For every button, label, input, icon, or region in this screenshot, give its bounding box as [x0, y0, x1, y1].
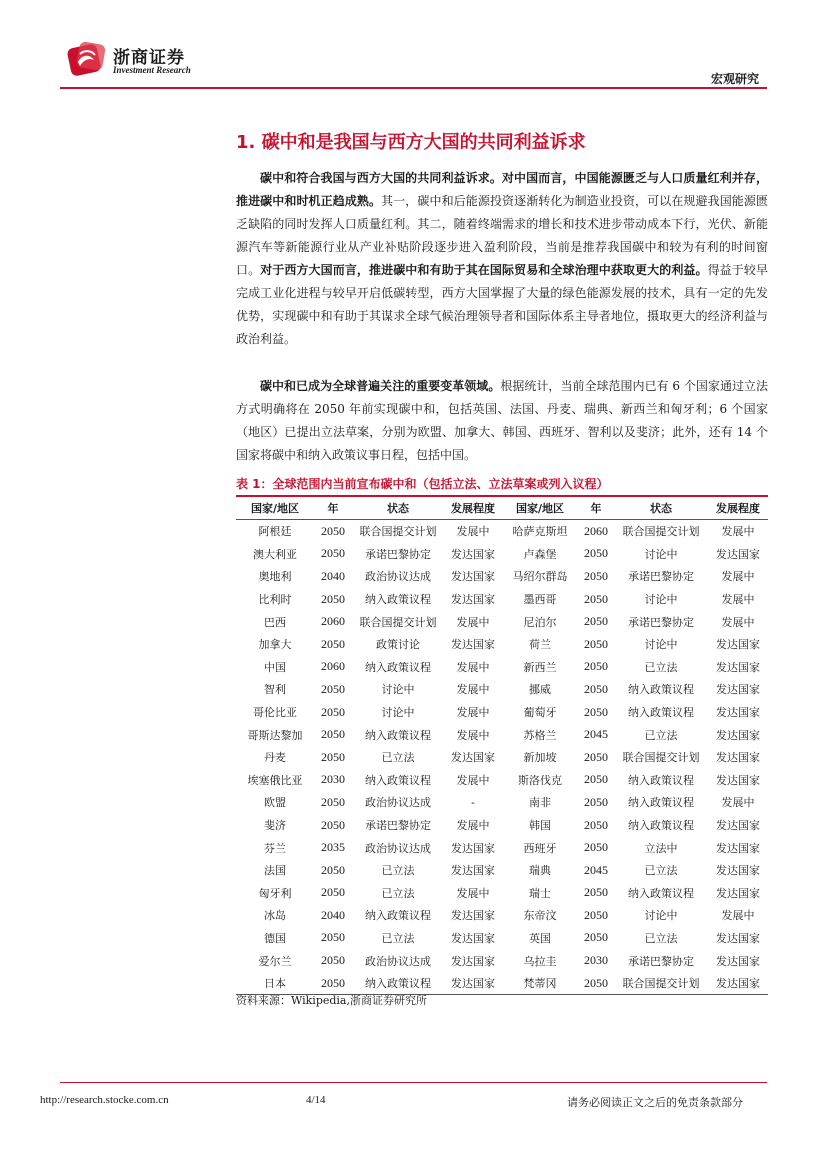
- cell-country-left: 日本: [236, 972, 314, 995]
- cell-year-right: 2050: [584, 704, 608, 719]
- paragraph-1: [236, 167, 768, 351]
- cell-year-right: 2050: [584, 591, 608, 606]
- table-row: [236, 543, 768, 566]
- cell-country-right: 英国: [529, 931, 551, 945]
- table-header-row: [236, 496, 768, 520]
- cell-status-right: 已立法: [644, 864, 678, 878]
- table-row: [236, 610, 768, 633]
- cell-year-left: 2050: [321, 523, 345, 538]
- cell-status-left: 政治协议达成: [365, 796, 431, 810]
- cell-status-right: 承诺巴黎协定: [628, 954, 694, 968]
- cell-year-right: 2050: [584, 772, 608, 787]
- header-country-right: 国家/地区: [502, 496, 578, 520]
- cell-year-left: 2040: [321, 907, 345, 922]
- cell-level-right: 发展中: [721, 909, 755, 923]
- cell-status-left: 政治协议达成: [365, 841, 431, 855]
- cell-status-left: 纳入政策议程: [352, 972, 444, 995]
- cell-level-left: 发展中: [456, 615, 490, 629]
- cell-country-left: 哥斯达黎加: [247, 728, 303, 742]
- cell-status-left: 已立法: [381, 864, 415, 878]
- cell-country-right: 苏格兰: [523, 728, 557, 742]
- cell-status-right: 纳入政策议程: [628, 706, 694, 720]
- cell-year-left: 2030: [321, 772, 345, 787]
- footer-divider: [60, 1082, 767, 1083]
- cell-level-right: 发达国家: [716, 660, 760, 674]
- cell-status-right: 承诺巴黎协定: [628, 615, 694, 629]
- paragraph-1-bold-2: 对于西方大国而言，推进碳中和有助于其在国际贸易和全球治理中获取更大的利益。: [260, 263, 708, 277]
- cell-level-right: 发达国家: [716, 819, 760, 833]
- cell-level-left: 发达国家: [451, 547, 495, 561]
- table-row: [236, 565, 768, 588]
- cell-status-right: 联合国提交计划: [622, 751, 700, 765]
- header-level-right: 发展程度: [708, 496, 768, 520]
- cell-country-left: 阿根廷: [258, 525, 292, 539]
- header-status-right: 状态: [614, 496, 708, 520]
- cell-status-right: 联合国提交计划: [614, 972, 708, 995]
- cell-status-left: 政治协议达成: [365, 570, 431, 584]
- cell-level-left: 发达国家: [451, 931, 495, 945]
- header-level-left: 发展程度: [444, 496, 502, 520]
- cell-year-left: 2050: [314, 972, 352, 995]
- cell-country-right: 乌拉圭: [523, 954, 557, 968]
- cell-status-left: 纳入政策议程: [365, 909, 431, 923]
- paragraph-2-bold-1: 碳中和已成为全球普遍关注的重要变革领域。: [260, 379, 501, 393]
- company-name-cn: 浙商证券: [113, 48, 185, 68]
- cell-country-left: 埃塞俄比亚: [247, 773, 303, 787]
- cell-country-left: 澳大利亚: [253, 547, 297, 561]
- cell-status-right: 已立法: [644, 660, 678, 674]
- cell-country-right: 西班牙: [523, 841, 557, 855]
- table-row: [236, 633, 768, 656]
- cell-level-right: 发达国家: [716, 864, 760, 878]
- cell-level-left: -: [471, 795, 475, 809]
- cell-level-left: 发展中: [456, 683, 490, 697]
- cell-level-left: 发达国家: [451, 570, 495, 584]
- cell-level-right: 发达国家: [716, 931, 760, 945]
- cell-country-left: 爱尔兰: [258, 954, 292, 968]
- cell-status-left: 政策讨论: [376, 638, 420, 652]
- cell-status-left: 讨论中: [381, 683, 415, 697]
- table-row: [236, 927, 768, 950]
- cell-year-right: 2050: [584, 749, 608, 764]
- cell-status-right: 立法中: [644, 841, 678, 855]
- page-number: 4/14: [306, 1094, 326, 1106]
- cell-year-left: 2050: [321, 636, 345, 651]
- cell-status-right: 纳入政策议程: [628, 886, 694, 900]
- cell-year-left: 2050: [321, 704, 345, 719]
- header-year-right: 年: [578, 496, 614, 520]
- cell-level-left: 发达国家: [451, 638, 495, 652]
- cell-country-left: 冰岛: [264, 909, 286, 923]
- cell-year-left: 2050: [321, 930, 345, 945]
- cell-status-left: 承诺巴黎协定: [365, 547, 431, 561]
- cell-country-right: 墨西哥: [523, 593, 557, 607]
- cell-level-left: 发展中: [456, 706, 490, 720]
- cell-level-right: 发达国家: [708, 972, 768, 995]
- cell-year-right: 2050: [584, 794, 608, 809]
- cell-year-left: 2050: [321, 749, 345, 764]
- cell-level-right: 发达国家: [716, 841, 760, 855]
- cell-level-left: 发达国家: [444, 972, 502, 995]
- cell-year-left: 2050: [321, 794, 345, 809]
- table-row: [236, 678, 768, 701]
- cell-country-right: 哈萨克斯坦: [512, 525, 568, 539]
- cell-level-right: 发达国家: [716, 886, 760, 900]
- header-status-left: 状态: [352, 496, 444, 520]
- cell-country-left: 法国: [264, 864, 286, 878]
- cell-status-left: 已立法: [381, 751, 415, 765]
- cell-country-left: 斐济: [264, 819, 286, 833]
- company-name-en: Investment Research: [113, 65, 191, 75]
- section-tag: 宏观研究: [710, 72, 759, 86]
- cell-country-left: 智利: [264, 683, 286, 697]
- cell-year-left: 2050: [321, 546, 345, 561]
- cell-year-left: 2050: [321, 953, 345, 968]
- cell-level-right: 发展中: [721, 593, 755, 607]
- table-row: [236, 701, 768, 724]
- cell-country-right: 梵蒂冈: [502, 972, 578, 995]
- cell-level-right: 发达国家: [716, 683, 760, 697]
- cell-level-left: 发达国家: [451, 864, 495, 878]
- cell-year-right: 2050: [584, 907, 608, 922]
- cell-year-right: 2050: [584, 930, 608, 945]
- cell-country-right: 韩国: [529, 819, 551, 833]
- footer-url: http://research.stocke.com.cn: [40, 1094, 169, 1106]
- cell-country-right: 南非: [529, 796, 551, 810]
- header-divider: [60, 87, 767, 89]
- cell-year-right: 2050: [584, 614, 608, 629]
- table-caption: 表 1：全球范围内当前宣布碳中和（包括立法、立法草案或列入议程）: [236, 477, 609, 491]
- cell-year-right: 2030: [584, 953, 608, 968]
- cell-status-right: 讨论中: [644, 593, 678, 607]
- cell-level-left: 发达国家: [451, 841, 495, 855]
- table-row: [236, 859, 768, 882]
- cell-status-left: 纳入政策议程: [365, 728, 431, 742]
- cell-level-right: 发达国家: [716, 547, 760, 561]
- table-source: 资料来源：Wikipedia,浙商证券研究所: [236, 994, 427, 1007]
- cell-level-right: 发达国家: [716, 728, 760, 742]
- table-row: [236, 769, 768, 792]
- cell-country-left: 丹麦: [264, 751, 286, 765]
- section-heading: 1. 碳中和是我国与西方大国的共同利益诉求: [236, 132, 586, 153]
- header-country-left: 国家/地区: [236, 496, 314, 520]
- cell-status-right: 讨论中: [644, 638, 678, 652]
- cell-status-right: 纳入政策议程: [628, 819, 694, 833]
- cell-country-left: 比利时: [258, 593, 292, 607]
- cell-year-right: 2050: [584, 546, 608, 561]
- cell-country-right: 卢森堡: [523, 547, 557, 561]
- cell-country-left: 加拿大: [258, 638, 292, 652]
- table-row: [236, 656, 768, 679]
- cell-country-right: 斯洛伐克: [518, 773, 562, 787]
- cell-year-left: 2050: [321, 862, 345, 877]
- cell-year-left: 2040: [321, 568, 345, 583]
- cell-level-right: 发达国家: [716, 638, 760, 652]
- cell-level-right: 发展中: [721, 525, 755, 539]
- cell-status-left: 联合国提交计划: [359, 615, 437, 629]
- cell-status-right: 纳入政策议程: [628, 773, 694, 787]
- paragraph-2: [236, 375, 768, 467]
- cell-country-left: 匈牙利: [258, 886, 292, 900]
- cell-year-right: 2050: [584, 885, 608, 900]
- cell-country-left: 巴西: [264, 615, 286, 629]
- cell-year-right: 2045: [584, 727, 608, 742]
- table-row: [236, 904, 768, 927]
- table-row: [236, 949, 768, 972]
- cell-country-left: 德国: [264, 931, 286, 945]
- table-row: [236, 746, 768, 769]
- table-row: [236, 882, 768, 905]
- cell-country-right: 新加坡: [523, 751, 557, 765]
- cell-status-left: 承诺巴黎协定: [365, 819, 431, 833]
- stocke-logo-icon: [66, 40, 108, 78]
- cell-year-left: 2060: [321, 614, 345, 629]
- cell-country-right: 东帝汶: [523, 909, 557, 923]
- cell-level-left: 发达国家: [451, 909, 495, 923]
- cell-year-right: 2050: [584, 568, 608, 583]
- table-row: [236, 814, 768, 837]
- cell-country-right: 瑞典: [529, 864, 551, 878]
- cell-status-right: 讨论中: [644, 547, 678, 561]
- cell-year-left: 2060: [321, 659, 345, 674]
- cell-year-right: 2050: [584, 817, 608, 832]
- paragraph-1-bold-1: 碳中和符合我国与西方大国的共同利益诉求。对中国而言，中国能源匮乏与人口质量红利并存，推进碳中和时机正趋成熟。: [236, 171, 768, 208]
- cell-year-right: 2060: [584, 523, 608, 538]
- cell-year-left: 2050: [321, 885, 345, 900]
- cell-country-right: 新西兰: [523, 660, 557, 674]
- cell-level-left: 发达国家: [451, 954, 495, 968]
- cell-status-right: 已立法: [644, 931, 678, 945]
- cell-status-right: 纳入政策议程: [628, 683, 694, 697]
- cell-level-left: 发展中: [456, 886, 490, 900]
- cell-level-right: 发达国家: [716, 773, 760, 787]
- cell-year-right: 2050: [584, 659, 608, 674]
- cell-level-right: 发展中: [721, 570, 755, 584]
- table-row: [236, 588, 768, 611]
- cell-status-left: 已立法: [381, 886, 415, 900]
- cell-year-right: 2050: [584, 681, 608, 696]
- cell-level-right: 发达国家: [716, 954, 760, 968]
- cell-country-left: 哥伦比亚: [253, 706, 297, 720]
- cell-level-left: 发达国家: [451, 593, 495, 607]
- cell-status-left: 纳入政策议程: [365, 660, 431, 674]
- cell-status-left: 纳入政策议程: [365, 773, 431, 787]
- cell-country-left: 奥地利: [258, 570, 292, 584]
- cell-year-left: 2035: [321, 840, 345, 855]
- cell-status-right: 纳入政策议程: [628, 796, 694, 810]
- cell-country-right: 荷兰: [529, 638, 551, 652]
- cell-country-left: 欧盟: [264, 796, 286, 810]
- cell-level-right: 发展中: [721, 615, 755, 629]
- cell-country-right: 挪威: [529, 683, 551, 697]
- cell-level-left: 发达国家: [451, 751, 495, 765]
- paragraph-2-text-1: 根据统计，当前全球范围内已有 6 个国家通过立法方式明确将在 2050 年前实现碳中和，包括英国、法国、丹麦、瑞典、新西兰和匈牙利；6 个国家（地区）已提出立法草案，分别为欧盟、加拿大、韩国、西班牙、智利以及斐济；此外，还有 14 个国家将碳中和纳入政策议事日程，包括中国。: [236, 379, 769, 462]
- cell-year-left: 2050: [321, 681, 345, 696]
- cell-year-right: 2045: [584, 862, 608, 877]
- cell-country-right: 葡萄牙: [523, 706, 557, 720]
- table-row: [236, 791, 768, 814]
- cell-year-right: 2050: [578, 972, 614, 995]
- cell-status-left: 政治协议达成: [365, 954, 431, 968]
- table-row: [236, 836, 768, 859]
- cell-status-left: 联合国提交计划: [359, 525, 437, 539]
- table-row: [236, 723, 768, 746]
- cell-status-left: 纳入政策议程: [365, 593, 431, 607]
- cell-year-left: 2050: [321, 727, 345, 742]
- disclaimer-note: 请务必阅读正文之后的免责条款部分: [567, 1096, 743, 1109]
- cell-level-left: 发展中: [456, 819, 490, 833]
- cell-status-right: 已立法: [644, 728, 678, 742]
- cell-country-right: 瑞士: [529, 886, 551, 900]
- cell-status-right: 联合国提交计划: [622, 525, 700, 539]
- cell-year-right: 2050: [584, 840, 608, 855]
- paragraph-1-text-2: 得益于较早完成工业化进程与较早开启低碳转型，西方大国掌握了大量的绿色能源发展的技术，具有一定的先发优势，实现碳中和有助于其谋求全球气候治理领导者和国际体系主导者地位，摄取更大的经济利益与政治利益。: [236, 263, 768, 346]
- cell-level-right: 发达国家: [716, 706, 760, 720]
- cell-level-left: 发展中: [456, 660, 490, 674]
- table-row: [236, 520, 768, 543]
- cell-country-right: 马绍尔群岛: [512, 570, 568, 584]
- cell-status-left: 已立法: [381, 931, 415, 945]
- cell-year-left: 2050: [321, 817, 345, 832]
- cell-level-right: 发达国家: [716, 751, 760, 765]
- cell-status-left: 讨论中: [381, 706, 415, 720]
- cell-year-right: 2050: [584, 636, 608, 651]
- carbon-neutral-table: [236, 495, 768, 995]
- cell-level-left: 发展中: [456, 728, 490, 742]
- cell-level-right: 发展中: [721, 796, 755, 810]
- header-year-left: 年: [314, 496, 352, 520]
- cell-country-left: 中国: [264, 660, 286, 674]
- cell-level-left: 发展中: [456, 525, 490, 539]
- cell-status-right: 承诺巴黎协定: [628, 570, 694, 584]
- cell-status-right: 讨论中: [644, 909, 678, 923]
- cell-level-left: 发展中: [456, 773, 490, 787]
- cell-country-right: 尼泊尔: [523, 615, 557, 629]
- cell-year-left: 2050: [321, 591, 345, 606]
- cell-country-left: 芬兰: [264, 841, 286, 855]
- paragraph-1-text-1: 其一，碳中和后能源投资逐渐转化为制造业投资，可以在规避我国能源匮乏缺陷的同时发挥人口质量红利。其二，随着终端需求的增长和技术进步带动成本下行，光伏、新能源汽车等新能源行业从产业补贴阶段逐步进入盈利阶段，当前是推荐我国碳中和较为有利的时间窗口。: [236, 194, 768, 277]
